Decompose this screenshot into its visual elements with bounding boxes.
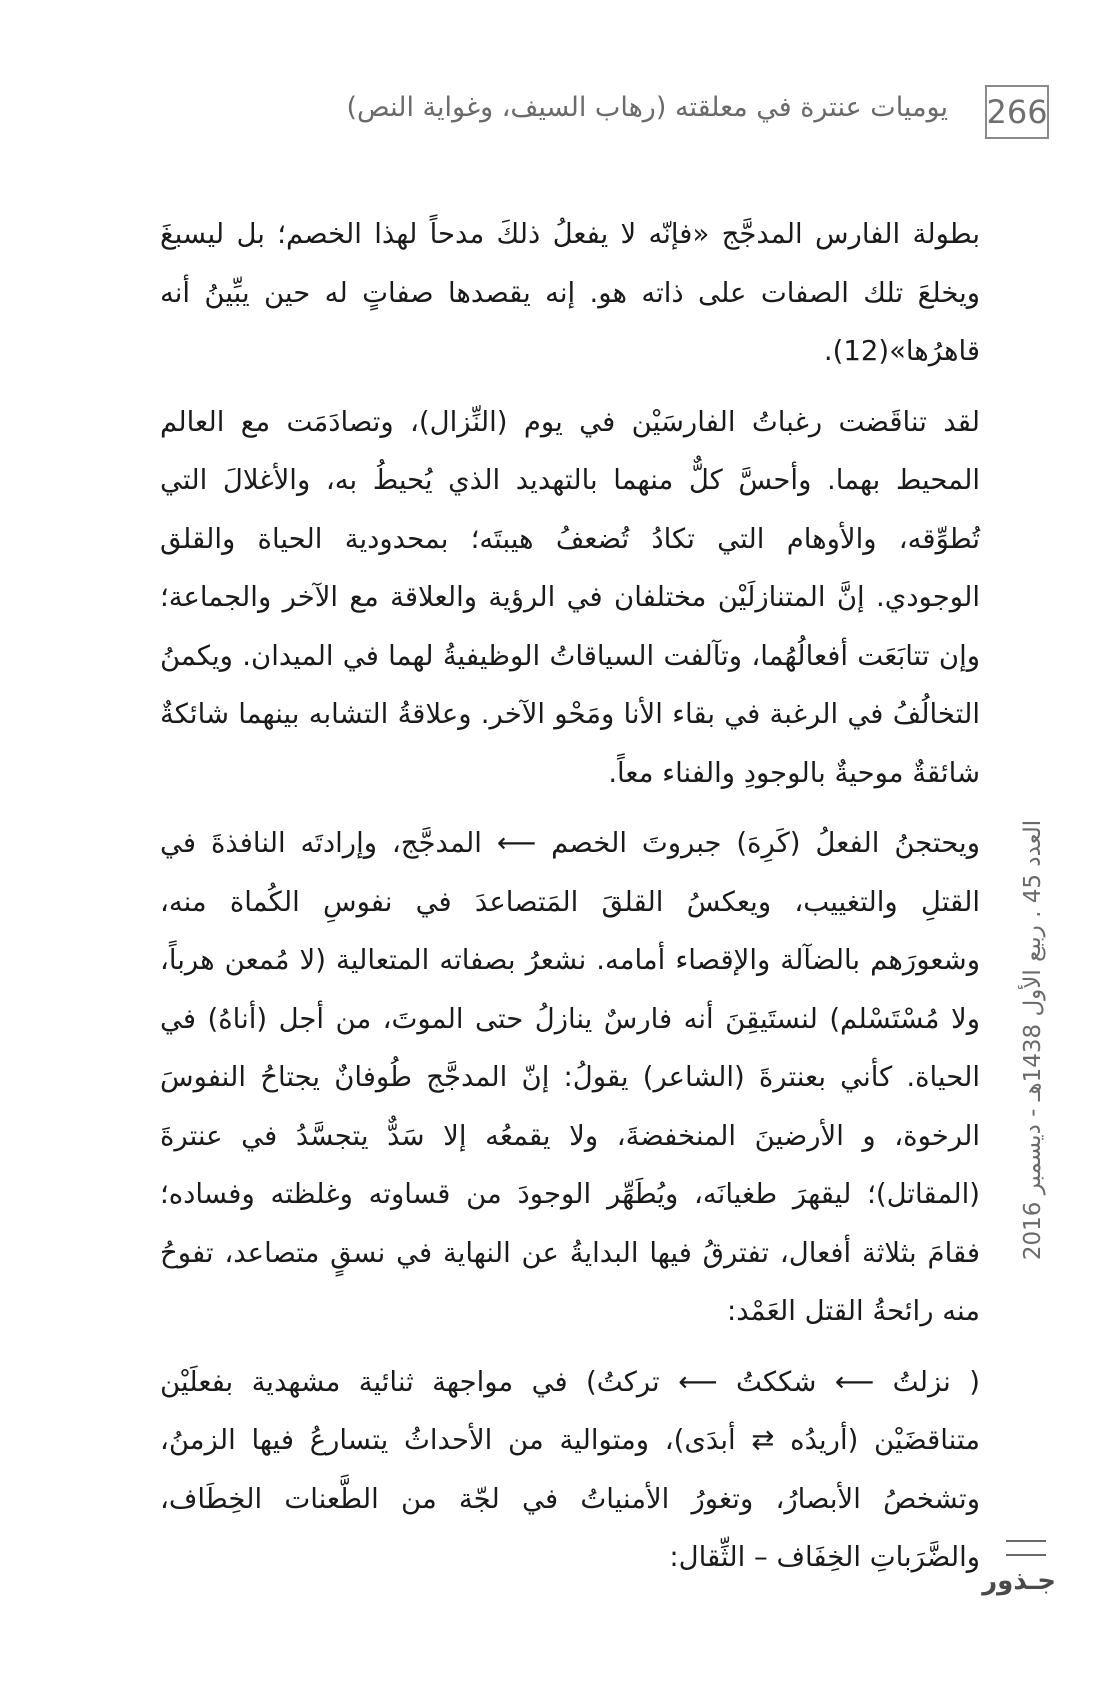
paragraph-4 — [160, 1353, 980, 1587]
left-arrow-icon: ⟵ — [496, 827, 537, 859]
left-arrow-icon: ⟵ — [678, 1365, 718, 1398]
paragraph-3 — [160, 814, 980, 1341]
verb-shakaktu: شككتُ — [735, 1365, 817, 1398]
running-header-title: يوميات عنترة في معلقته (رهاب السيف، وغواية النص) — [346, 92, 948, 123]
page-number: 266 — [985, 85, 1049, 139]
footer-divider — [1006, 1540, 1046, 1556]
verb-nazaltu: نزلتُ — [892, 1365, 951, 1398]
verb-taraktu: تركتُ) — [586, 1365, 660, 1398]
paragraph-2: لقد تناقَضت رغباتُ الفارسَيْن في يوم (النِّزال)، وتصادَمَت مع العالم المحيط بهما. وأحسَّ كلٌّ منهما بالتهديد الذي يُحيطُ به، والأغلالَ التي تُطوِّقه، والأوهام التي تكادُ تُضعفُ هيبتَه؛ بمحدودية الحياة والقلق الوجودي. إنَّ المتنازلَيْن مختلفان في الرؤية والعلاقة مع الآخر والجماعة؛ وإن تتابَعَت أفعالُهُما، وتآلفت السياقاتُ الوظيفيةُ لهما في الميدان. ويكمنُ التخالُفُ في الرغبة في بقاء الأنا ومَحْو الآخر. وعلاقةُ التشابه بينهما شائكةٌ شائقةٌ موحيةٌ بالوجودِ والفناء معاً. — [160, 405, 980, 789]
paragraph-1: بطولة الفارس المدجَّج «فإنّه لا يفعلُ ذلكَ مدحاً لهذا الخصم؛ بل ليسبغَ ويخلعَ تلك الصفات على ذاته هو. إنه يقصدها صفاتٍ له حين يبِّينُ أنه قاهرُها»(12). — [160, 218, 980, 367]
paragraph-4-text-1: في مواجهة ثنائية مشهدية بفعلَيْن متناقضَيْن (أريدُه — [160, 1365, 980, 1456]
paragraph-3-rest: المدجَّج، وإرادتَه النافذةَ في القتلِ والتغييب، ويعكسُ القلقَ المَتصاعدَ في نفوسِ الكُماة منه، وشعورَهم بالضآلة والإقصاء أمامه. نشعرُ بصفاته المتعالية (لا مُمعن هرباً، ولا مُسْتَسْلم) لنستَيقِنَ أنه فارسٌ ينازلُ حتى الموتَ، من أجل (أناهُ) في الحياة. كأني بعنترةَ (الشاعر) يقولُ: إنّ المدجَّج طُوفانٌ يجتاحُ النفوسَ الرخوة، و الأرضينَ المنخفضةَ، ولا يقمعُه إلا سَدٌّ يتجسَّدُ في عنترةَ (المقاتل)؛ ليقهرَ طغيانَه، ويُطَهِّر الوجودَ من قساوته وغلظته وفساده؛ فقامَ بثلاثة أفعال، تفترقُ فيها البدايةُ عن النهاية في نسقٍ متصاعد، تفوحُ منه رائحةُ القتل العَمْد: — [160, 827, 980, 1327]
paren-open: ( — [969, 1365, 980, 1398]
left-arrow-icon: ⟵ — [834, 1365, 875, 1398]
journal-logo: جـذور — [982, 1566, 1056, 1596]
paragraph-4-text-2: أبدَى)، ومتوالية من الأحداثُ يتسارعُ فيها الزمنُ، وتشخصُ الأبصارُ، وتغورُ الأمنياتُ في لجّة من الطَّعنات الخِطَاف، والضَّرَباتِ الخِفَاف – الثِّقال: — [160, 1424, 980, 1573]
double-arrow-icon: ⇄ — [751, 1424, 775, 1456]
issue-info-text: العدد 45 . ربيع الأول 1438هـ - ديسمبر 2016 — [1020, 819, 1046, 1261]
paragraph-3-start: ويحتجنُ الفعلُ (كَرِهَ) جبروتَ الخصم — [551, 827, 980, 859]
article-body — [160, 205, 980, 1599]
